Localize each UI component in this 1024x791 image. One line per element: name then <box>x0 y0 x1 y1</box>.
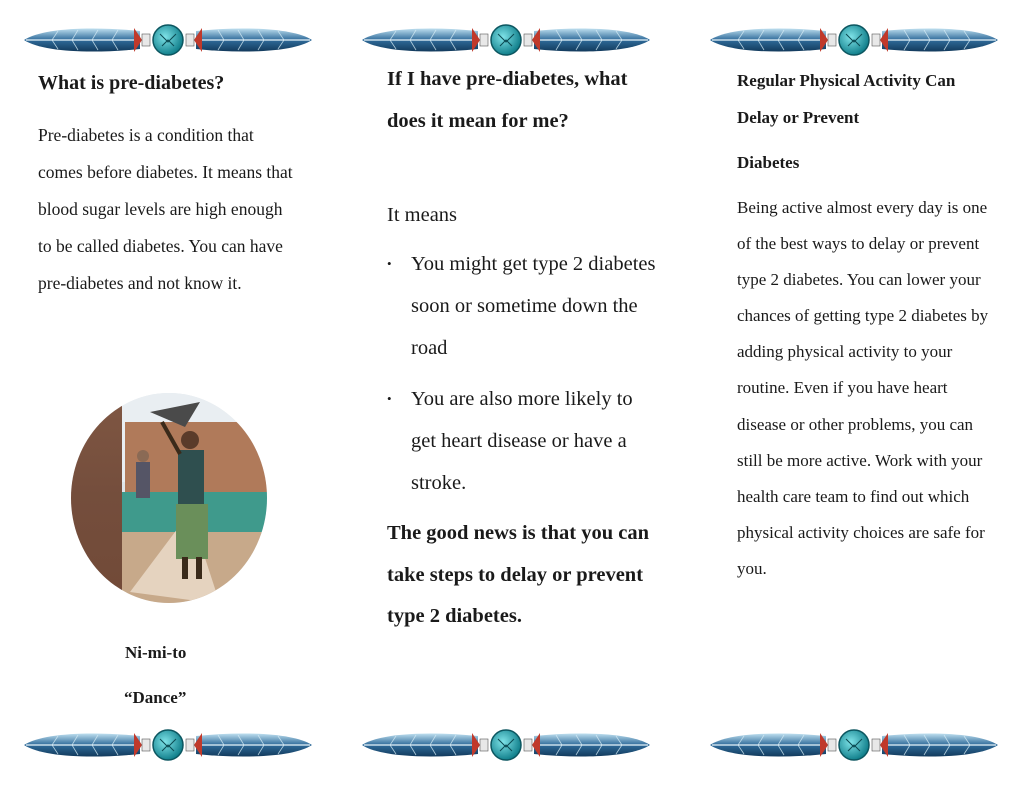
section-heading: If I have pre-diabetes, what does it mean for me? <box>387 68 628 132</box>
closing-statement: The good news is that you can take steps to delay or prevent type 2 diabetes. <box>387 522 649 627</box>
section-heading: What is pre-diabetes? <box>38 72 225 94</box>
section-heading-continued: Diabetes <box>737 153 800 172</box>
feather-border-icon <box>708 727 1000 763</box>
feather-border-icon <box>708 22 1000 58</box>
photo-caption-name: Ni-mi-to <box>125 643 187 662</box>
right-panel <box>685 0 1024 791</box>
feather-border-icon <box>360 727 652 763</box>
feather-border-icon <box>22 727 314 763</box>
bullet-list <box>387 243 657 513</box>
body-paragraph: Pre-diabetes is a condition that comes before diabetes. It means that blood sugar levels are high enough to be called diabetes. You can have pre-diabetes and not know it. <box>38 125 293 293</box>
section-heading: Regular Physical Activity Can Delay or Prevent <box>737 71 956 127</box>
middle-panel <box>340 0 685 791</box>
left-panel <box>0 0 340 791</box>
list-item: • You are also more likely to get heart disease or have a stroke. <box>387 378 657 504</box>
feather-border-icon <box>360 22 652 58</box>
body-paragraph: Being active almost every day is one of the best ways to delay or prevent type 2 diabetes. You can lower your chances of getting type 2 diabetes by adding physical activity to your routine. Even if you have heart disease or other problems, you can still be more active. Work with your health care team to find out which physical activity choices are safe for you. <box>737 198 989 578</box>
photo-caption-translation: “Dance” <box>124 688 187 707</box>
intro-text: It means <box>387 204 458 226</box>
list-item: • You might get type 2 diabetes soon or sometime down the road <box>387 243 657 369</box>
feather-border-icon <box>22 22 314 58</box>
dancer-photo <box>70 392 268 604</box>
